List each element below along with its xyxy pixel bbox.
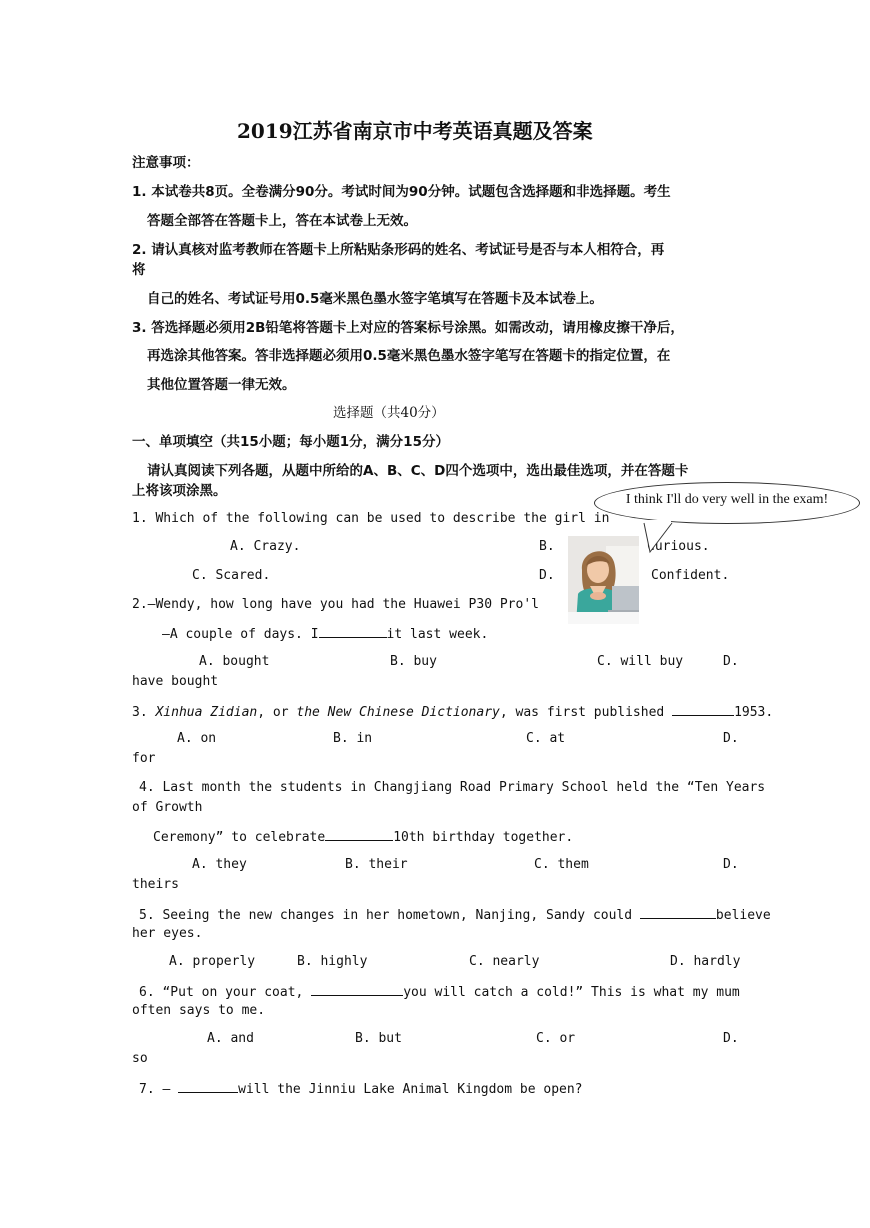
- q4-answer-blank[interactable]: [325, 826, 393, 841]
- q4-option-d-letter: D.: [723, 857, 739, 872]
- page-title: 2019江苏省南京市中考英语真题及答案: [237, 119, 593, 143]
- note-1-line-2: 答题全部答在答题卡上，答在本试卷上无效。: [147, 213, 417, 229]
- note-2-line-2: 将: [132, 262, 146, 278]
- q1-option-c: C. Scared.: [192, 568, 271, 583]
- girl-photo-icon: [568, 536, 639, 624]
- note-1-line-1: 1. 本试卷共8页。全卷满分90分。考试时间为90分钟。试题包含选择题和非选择题。考生: [132, 184, 671, 200]
- q4-option-b: B. their: [345, 857, 408, 872]
- q7-stem: 7. — will the Jinniu Lake Animal Kingdom be open?: [139, 1078, 583, 1100]
- note-2-line-3: 自己的姓名、考试证号用0.5毫米黑色墨水签字笔填写在答题卡及本试卷上。: [147, 291, 603, 307]
- q1-option-b-letter: B.: [539, 539, 555, 554]
- note-3-line-2: 再选涂其他答案。答非选择题必须用0.5毫米黑色墨水签字笔写在答题卡的指定位置，在: [147, 348, 671, 364]
- q6-stem-line-2: often says to me.: [132, 1003, 266, 1018]
- q6-answer-blank[interactable]: [311, 981, 403, 996]
- q1-stem: 1. Which of the following can be used to describe the girl in: [132, 511, 610, 526]
- note-3-line-3: 其他位置答题一律无效。: [147, 377, 296, 393]
- note-3-line-1: 3. 答选择题必须用2B铅笔将答题卡上对应的答案标号涂黑。如需改动，请用橡皮擦干净后，: [132, 320, 684, 336]
- q2-option-a: A. bought: [199, 654, 270, 669]
- q3-stem: 3. Xinhua Zidian, or the New Chinese Dictionary, was first published 1953.: [132, 701, 773, 723]
- q6-option-d-letter: D.: [723, 1031, 739, 1046]
- q5-option-d: D. hardly: [670, 954, 741, 969]
- instructions-line-1: 请认真阅读下列各题，从题中所给的A、B、C、D四个选项中，选出最佳选项，并在答题卡: [147, 463, 689, 479]
- q6-stem-line-1: 6. “Put on your coat, you will catch a cold!” This is what my mum: [139, 981, 740, 1003]
- q4-option-a: A. they: [192, 857, 247, 872]
- speech-bubble-tail: [636, 520, 676, 556]
- q2-option-d-text: have bought: [132, 674, 219, 689]
- q1-option-b-text: Curious.: [647, 539, 710, 554]
- q4-option-c: C. them: [534, 857, 589, 872]
- instructions-line-2: 上将该项涂黑。: [132, 483, 227, 499]
- q5-stem-line-2: her eyes.: [132, 926, 203, 941]
- q3-option-d-letter: D.: [723, 731, 739, 746]
- q5-option-c: C. nearly: [469, 954, 540, 969]
- part-1-heading: 一、单项填空（共15小题；每小题1分，满分15分）: [132, 434, 449, 450]
- q2-answer-blank[interactable]: [319, 623, 387, 638]
- notes-heading: 注意事项：: [132, 155, 200, 171]
- q5-option-a: A. properly: [169, 954, 256, 969]
- q1-option-a: A. Crazy.: [230, 539, 301, 554]
- q1-option-d-letter: D.: [539, 568, 555, 583]
- q5-option-b: B. highly: [297, 954, 368, 969]
- speech-bubble-text: I think I'll do very well in the exam!: [625, 492, 829, 507]
- q3-option-d-text: for: [132, 751, 156, 766]
- q6-option-c: C. or: [536, 1031, 576, 1046]
- q5-stem-line-1: 5. Seeing the new changes in her hometown, Nanjing, Sandy could believe: [139, 904, 771, 926]
- q2-option-d-letter: D.: [723, 654, 739, 669]
- q2-option-c: C. will buy: [597, 654, 684, 669]
- q6-option-a: A. and: [207, 1031, 254, 1046]
- section-title: 选择题（共40分）: [333, 405, 445, 421]
- q4-stem-line-2: of Growth: [132, 800, 203, 815]
- q3-option-c: C. at: [526, 731, 566, 746]
- q6-option-d-text: so: [132, 1051, 148, 1066]
- q6-option-b: B. but: [355, 1031, 402, 1046]
- q5-answer-blank[interactable]: [640, 904, 716, 919]
- q4-stem-line-3: Ceremony” to celebrate 10th birthday together.: [153, 826, 573, 848]
- q3-answer-blank[interactable]: [672, 701, 734, 716]
- note-2-line-1: 2. 请认真核对监考教师在答题卡上所粘贴条形码的姓名、考试证号是否与本人相符合，再: [132, 242, 665, 258]
- q2-line-2: —A couple of days. I it last week.: [162, 623, 488, 645]
- q4-option-d-text: theirs: [132, 877, 179, 892]
- q7-answer-blank[interactable]: [178, 1078, 238, 1093]
- speech-bubble: [594, 482, 860, 524]
- q3-option-a: A. on: [177, 731, 217, 746]
- q3-option-b: B. in: [333, 731, 373, 746]
- q1-option-d-text: Confident.: [651, 568, 730, 583]
- q2-stem: 2.—Wendy, how long have you had the Huawei P30 Pro'l: [132, 597, 539, 612]
- q4-stem-line-1: 4. Last month the students in Changjiang Road Primary School held the “Ten Years: [139, 780, 766, 795]
- q2-option-b: B. buy: [390, 654, 437, 669]
